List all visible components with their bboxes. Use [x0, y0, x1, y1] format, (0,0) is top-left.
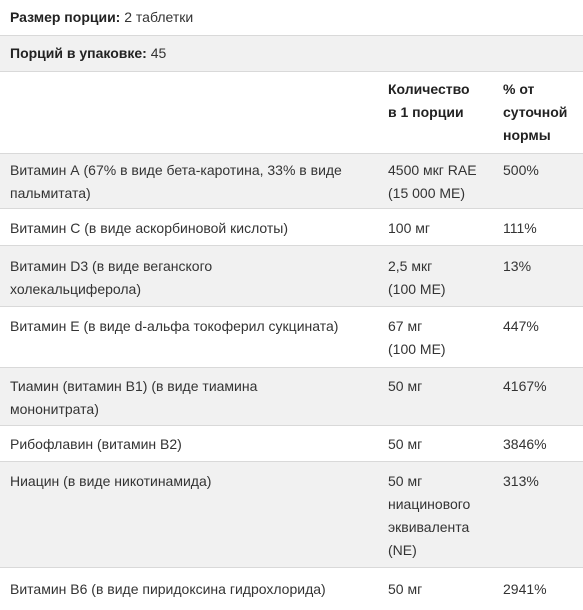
nutrient-name — [10, 159, 382, 205]
nutrient-amount-line: эквивалента — [388, 519, 470, 535]
nutrient-amount-line: 50 мг — [388, 436, 423, 452]
nutrient-amount-line: ниацинового — [388, 496, 471, 512]
nutrient-daily-value: 13% — [503, 258, 532, 274]
daily-value-header-line: суточной — [503, 104, 568, 120]
nutrient-name-line: Витамин С (в виде аскорбиновой кислоты) — [10, 220, 289, 236]
nutrient-amount-line: 67 мг — [388, 318, 423, 334]
table-row — [0, 209, 583, 246]
nutrient-name — [10, 433, 382, 456]
nutrient-amount-line: (15 000 МЕ) — [388, 185, 466, 201]
nutrient-name-line: Витамин В6 (в виде пиридоксина гидрохлорида) — [10, 581, 326, 597]
daily-value-header-line: нормы — [503, 127, 551, 143]
servings-per-container-label: Порций в упаковке: — [10, 45, 147, 61]
nutrient-name-line: Витамин D3 (в виде веганского — [10, 258, 213, 274]
nutrient-name — [10, 315, 382, 338]
nutrient-daily-value: 3846% — [503, 436, 547, 452]
table-row — [0, 568, 583, 610]
nutrient-amount — [388, 470, 494, 562]
nutrient-daily-value: 447% — [503, 318, 539, 334]
nutrient-name-line: Тиамин (витамин В1) (в виде тиамина — [10, 378, 258, 394]
nutrient-amount — [388, 315, 494, 361]
table-row — [0, 154, 583, 209]
amount-per-serving-header — [388, 78, 494, 124]
table-row — [0, 426, 583, 462]
nutrient-name-line: Витамин А (67% в виде бета-каротина, 33% в виде — [10, 162, 342, 178]
nutrient-amount — [388, 159, 494, 205]
amount-header-line: Количество — [388, 81, 470, 97]
nutrient-amount-line: (NE) — [388, 542, 417, 558]
nutrient-name — [10, 375, 382, 421]
nutrient-amount — [388, 217, 494, 240]
nutrient-daily-value: 2941% — [503, 581, 547, 597]
amount-header-line: в 1 порции — [388, 104, 464, 120]
nutrient-amount — [388, 375, 494, 398]
table-row — [0, 368, 583, 426]
table-row — [0, 246, 583, 307]
nutrient-daily-value: 4167% — [503, 378, 547, 394]
table-row — [0, 307, 583, 368]
daily-value-header-line: % от — [503, 81, 535, 97]
nutrient-daily-value: 500% — [503, 162, 539, 178]
nutrient-daily-value: 313% — [503, 473, 539, 489]
nutrient-amount-line: 4500 мкг RAE — [388, 162, 477, 178]
nutrient-amount — [388, 578, 494, 601]
nutrient-name-line: Рибофлавин (витамин В2) — [10, 436, 182, 452]
nutrient-name-line: Ниацин (в виде никотинамида) — [10, 473, 212, 489]
daily-value-header — [503, 78, 581, 147]
serving-size-value: 2 таблетки — [124, 9, 194, 25]
table-header-row — [0, 72, 583, 154]
nutrient-name — [10, 255, 382, 301]
serving-size-row — [0, 0, 583, 36]
nutrient-amount-line: (100 МЕ) — [388, 281, 446, 297]
nutrient-name-line: мононитрата) — [10, 401, 99, 417]
table-row — [0, 462, 583, 568]
nutrient-amount-line: 50 мг — [388, 473, 423, 489]
nutrient-amount-line: (100 МЕ) — [388, 341, 446, 357]
servings-per-container-value: 45 — [150, 45, 167, 61]
nutrient-name-line: Витамин Е (в виде d-альфа токоферил сукцината) — [10, 318, 339, 334]
nutrient-amount — [388, 433, 494, 456]
nutrient-name-line: холекальциферола) — [10, 281, 141, 297]
serving-size-label: Размер порции: — [10, 9, 121, 25]
nutrient-name — [10, 578, 382, 601]
nutrient-name — [10, 217, 382, 240]
servings-per-container-row — [0, 36, 583, 72]
nutrient-amount-line: 2,5 мкг — [388, 258, 433, 274]
nutrient-daily-value: 111% — [503, 220, 537, 236]
nutrient-name — [10, 470, 382, 493]
nutrient-amount — [388, 255, 494, 301]
nutrient-amount-line: 50 мг — [388, 378, 423, 394]
nutrient-name-line: пальмитата) — [10, 185, 91, 201]
nutrient-amount-line: 50 мг — [388, 581, 423, 597]
nutrient-amount-line: 100 мг — [388, 220, 430, 236]
